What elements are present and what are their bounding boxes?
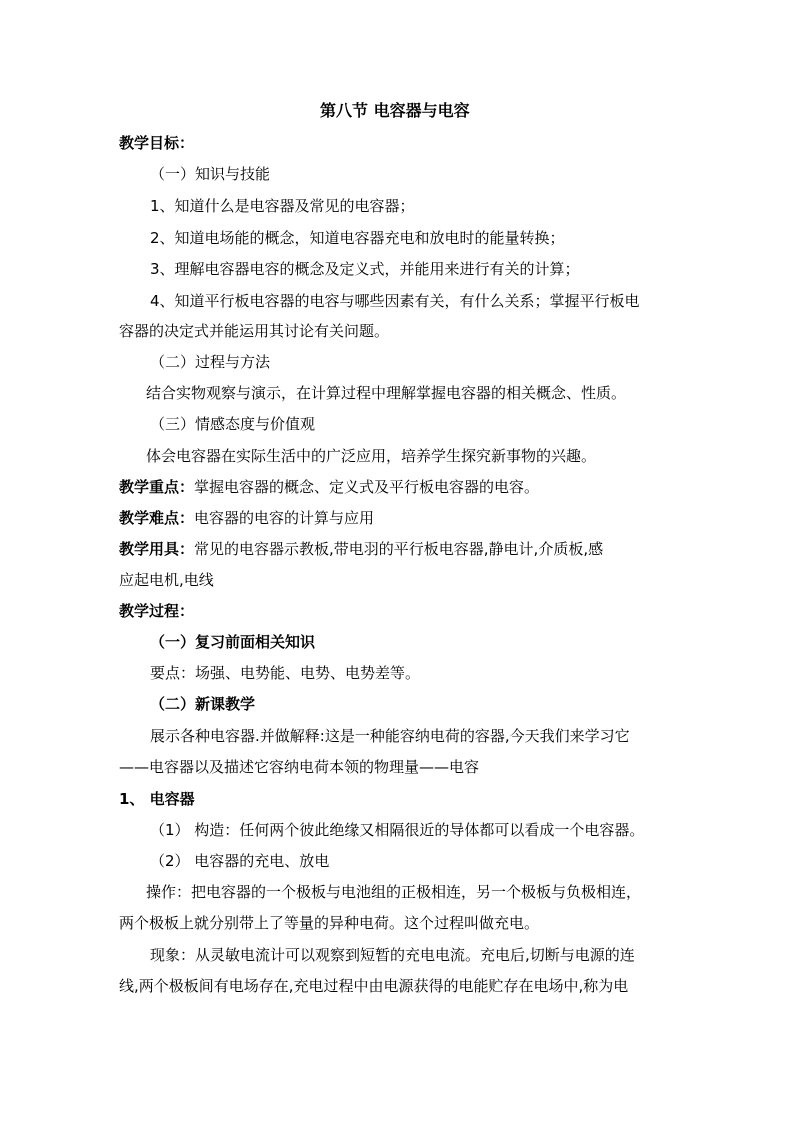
new-lesson-heading: （二）新课教学 [150, 695, 256, 713]
phenomenon-text-cont: 线,两个极板间有电场存在,充电过程中由电源获得的电能贮存在电场中,称为电 [119, 977, 629, 995]
knowledge-item-1: 1、知道什么是电容器及常见的电容器； [150, 197, 415, 215]
knowledge-item-2: 2、知道电场能的概念，知道电容器充电和放电时的能量转换； [150, 229, 565, 247]
new-lesson-text: 展示各种电容器.并做解释:这是一种能容纳电荷的容器,今天我们来学习它 [150, 727, 630, 745]
review-heading: （一）复习前面相关知识 [150, 633, 316, 651]
difficulty-line [119, 507, 374, 529]
knowledge-item-4: 4、知道平行板电容器的电容与哪些因素有关，有什么关系；掌握平行板电 [150, 292, 640, 310]
process-heading: 教学过程： [119, 602, 195, 620]
objectives-heading: 教学目标： [119, 134, 195, 152]
difficulty-label: 教学难点： [119, 509, 195, 527]
attitude-text: 体会电容器在实际生活中的广泛应用，培养学生探究新事物的兴趣。 [146, 447, 597, 465]
knowledge-item-3: 3、理解电容器电容的概念及定义式，并能用来进行有关的计算； [150, 260, 580, 278]
tools-text: 常见的电容器示教板,带电羽的平行板电容器,静电计,介质板,感 [194, 540, 604, 558]
key-point-text: 掌握电容器的概念、定义式及平行板电容器的电容。 [194, 478, 540, 496]
process-method-heading: （二）过程与方法 [150, 353, 271, 371]
tools-text-cont: 应起电机,电线 [119, 571, 214, 589]
new-lesson-text-cont: ——电容器以及描述它容纳电荷本领的物理量——电容 [119, 758, 480, 776]
knowledge-heading: （一）知识与技能 [150, 165, 271, 183]
tools-label: 教学用具： [119, 540, 195, 558]
operation-text-cont: 两个极板上就分别带上了等量的异种电荷。这个过程叫做充电。 [119, 914, 540, 932]
operation-text: 操作：把电容器的一个极板与电池组的正极相连，另一个极板与负极相连， [146, 883, 642, 901]
difficulty-text: 电容器的电容的计算与应用 [194, 509, 375, 527]
page-title: 第八节 电容器与电容 [320, 101, 470, 120]
key-point-label: 教学重点： [119, 478, 195, 496]
section-1-heading: 1、 电容器 [119, 790, 195, 808]
review-text: 要点：场强、电势能、电势、电势差等。 [150, 664, 421, 682]
phenomenon-text: 现象：从灵敏电流计可以观察到短暂的充电电流。充电后,切断与电源的连 [150, 946, 635, 964]
attitude-heading: （三）情感态度与价值观 [150, 415, 316, 433]
process-method-text: 结合实物观察与演示，在计算过程中理解掌握电容器的相关概念、性质。 [146, 384, 627, 402]
structure-item: （1） 构造：任何两个彼此绝缘又相隔很近的导体都可以看成一个电容器。 [150, 821, 645, 839]
key-point-line [119, 476, 539, 498]
knowledge-item-4-cont: 容器的决定式并能运用其讨论有关问题。 [119, 322, 390, 340]
charge-discharge-item: （2） 电容器的充电、放电 [150, 852, 330, 870]
tools-line [119, 538, 603, 560]
